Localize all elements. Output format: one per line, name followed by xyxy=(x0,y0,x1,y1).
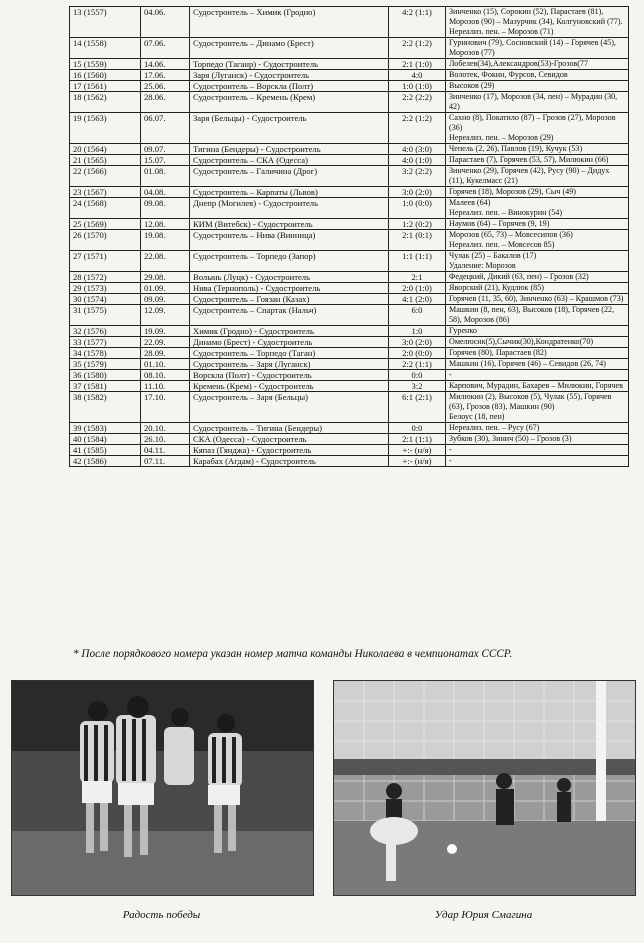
match-score-cell: 4:0 xyxy=(389,70,446,81)
match-date-cell: 07.06. xyxy=(141,38,190,59)
match-teams-cell: СКА (Одесса) - Судостроитель xyxy=(190,434,389,445)
photo-victory-celebration-caption: Радость победы xyxy=(122,909,201,921)
match-goals-cell: Карпович, Мурадин, Бахарев – Милюкин, Горячев xyxy=(446,381,629,392)
match-score-cell: 1:0 (1:0) xyxy=(389,81,446,92)
table-row xyxy=(70,70,629,81)
match-goals-cell: - xyxy=(446,456,629,467)
match-teams-cell: Нива (Тернополь) - Судостроитель xyxy=(190,283,389,294)
match-teams-cell: Тигина (Бендеры) - Судостроитель xyxy=(190,144,389,155)
match-goals-cell: Гуренко xyxy=(446,326,629,337)
match-number-cell: 13 (1557) xyxy=(70,7,141,38)
match-date-cell: 09.09. xyxy=(141,294,190,305)
match-score-cell: 4:1 (2:0) xyxy=(389,294,446,305)
table-row xyxy=(70,219,629,230)
match-teams-cell: Судостроитель – СКА (Одесса) xyxy=(190,155,389,166)
table-row xyxy=(70,348,629,359)
match-score-cell: 1:0 xyxy=(389,326,446,337)
table-row xyxy=(70,272,629,283)
match-teams-cell: Торпедо (Таганр) - Судостроитель xyxy=(190,59,389,70)
table-row xyxy=(70,283,629,294)
match-goals-cell: Милюкин (2), Высоков (5), Чулак (55), Горячев (63), Грозов (83), Машкин (90) Белоус (18, пен) xyxy=(446,392,629,423)
match-goals-cell: Морозов (65, 73) – Мовсесипов (36) Нереализ. пен. – Мовсесов 85) xyxy=(446,230,629,251)
match-score-cell: 6:1 (2:1) xyxy=(389,392,446,423)
match-number-cell: 33 (1577) xyxy=(70,337,141,348)
match-goals-cell: Высоков (29) xyxy=(446,81,629,92)
match-goals-cell: - xyxy=(446,445,629,456)
match-date-cell: 09.07. xyxy=(141,144,190,155)
match-score-cell: 1:1 (1:1) xyxy=(389,251,446,272)
match-goals-cell: Омелюсик(5),Сычик(30),Кондратенко(70) xyxy=(446,337,629,348)
match-teams-cell: Судостроитель – Карпаты (Львов) xyxy=(190,187,389,198)
table-row xyxy=(70,187,629,198)
match-date-cell: 17.06. xyxy=(141,70,190,81)
match-teams-cell: Ворскла (Полт) - Судостроитель xyxy=(190,370,389,381)
match-date-cell: 12.08. xyxy=(141,219,190,230)
match-score-cell: +:- (н/я) xyxy=(389,456,446,467)
table-row xyxy=(70,359,629,370)
match-number-cell: 27 (1571) xyxy=(70,251,141,272)
match-goals-cell: Чулак (25) – Бакалов (17) Удаление: Морозов xyxy=(446,251,629,272)
match-teams-cell: Заря (Бельцы) - Судостроитель xyxy=(190,113,389,144)
photo-smagin-shot-image xyxy=(334,681,635,895)
footnote: * После порядкового номера указан номер матча команды Николаева в чемпионатах СССР. xyxy=(73,648,513,660)
matches-table xyxy=(69,6,629,467)
match-teams-cell: Судостроитель – Тигина (Бендеры) xyxy=(190,423,389,434)
match-goals-cell: Горячев (18), Морозов (29), Сыч (49) xyxy=(446,187,629,198)
match-date-cell: 08.10. xyxy=(141,370,190,381)
match-number-cell: 37 (1581) xyxy=(70,381,141,392)
table-row xyxy=(70,59,629,70)
table-row xyxy=(70,81,629,92)
match-date-cell: 22.08. xyxy=(141,251,190,272)
match-date-cell: 25.06. xyxy=(141,81,190,92)
match-number-cell: 31 (1575) xyxy=(70,305,141,326)
match-goals-cell: Яворский (21), Кудлюк (85) xyxy=(446,283,629,294)
match-number-cell: 26 (1570) xyxy=(70,230,141,251)
match-teams-cell: Динамо (Брест) - Судостроитель xyxy=(190,337,389,348)
match-teams-cell: Судостроитель – Ворскла (Полт) xyxy=(190,81,389,92)
match-date-cell: 01.09. xyxy=(141,283,190,294)
table-row xyxy=(70,305,629,326)
match-goals-cell: Федецкий, Дикий (63, пен) – Грозов (32) xyxy=(446,272,629,283)
match-date-cell: 04.11. xyxy=(141,445,190,456)
table-row xyxy=(70,445,629,456)
match-score-cell: 2:2 (1:2) xyxy=(389,113,446,144)
match-goals-cell: Машкин (8, пен, 63), Высоков (18), Горячев (22, 58), Морозов (86) xyxy=(446,305,629,326)
match-date-cell: 04.08. xyxy=(141,187,190,198)
match-score-cell: 1:2 (0:2) xyxy=(389,219,446,230)
match-goals-cell: Волотек, Фокин, Фурсов, Севидов xyxy=(446,70,629,81)
match-score-cell: 4:0 (3:0) xyxy=(389,144,446,155)
match-date-cell: 01.08. xyxy=(141,166,190,187)
match-teams-cell: Судостроитель – Нива (Винница) xyxy=(190,230,389,251)
match-number-cell: 38 (1582) xyxy=(70,392,141,423)
match-date-cell: 11.10. xyxy=(141,381,190,392)
match-date-cell: 19.09. xyxy=(141,326,190,337)
table-row xyxy=(70,166,629,187)
match-goals-cell: Гуринович (79), Сосновский (14) – Горячев (45), Морозов (77) xyxy=(446,38,629,59)
match-date-cell: 09.08. xyxy=(141,198,190,219)
match-goals-cell: Лобелев(34),Александров(53)-Грозов(77 xyxy=(446,59,629,70)
match-number-cell: 34 (1578) xyxy=(70,348,141,359)
table-row xyxy=(70,251,629,272)
match-number-cell: 21 (1565) xyxy=(70,155,141,166)
match-number-cell: 23 (1567) xyxy=(70,187,141,198)
table-row xyxy=(70,326,629,337)
match-teams-cell: Судостроитель – Галичина (Дрог) xyxy=(190,166,389,187)
photo-smagin-shot xyxy=(333,680,636,896)
match-goals-cell: Чепель (2, 26), Павлов (19), Кучук (53) xyxy=(446,144,629,155)
match-date-cell: 28.09. xyxy=(141,348,190,359)
match-score-cell: 4:0 (1:0) xyxy=(389,155,446,166)
match-number-cell: 35 (1579) xyxy=(70,359,141,370)
match-date-cell: 20.10. xyxy=(141,423,190,434)
match-score-cell: 1:0 (0:0) xyxy=(389,198,446,219)
photo-smagin-shot-caption: Удар Юрия Смагина xyxy=(434,909,533,921)
match-date-cell: 28.06. xyxy=(141,92,190,113)
photo-victory-celebration-image xyxy=(12,681,313,895)
table-row xyxy=(70,423,629,434)
match-teams-cell: Судостроитель – Динамо (Брест) xyxy=(190,38,389,59)
match-date-cell: 07.11. xyxy=(141,456,190,467)
match-date-cell: 12.09. xyxy=(141,305,190,326)
match-score-cell: 2:1 (1:0) xyxy=(389,59,446,70)
match-teams-cell: Химик (Гродно) - Судостроитель xyxy=(190,326,389,337)
match-score-cell: 3:2 xyxy=(389,381,446,392)
table-row xyxy=(70,370,629,381)
table-row xyxy=(70,92,629,113)
match-goals-cell: Малеев (64) Нереализ. пен. – Винокурин (54) xyxy=(446,198,629,219)
match-number-cell: 32 (1576) xyxy=(70,326,141,337)
match-date-cell: 14.06. xyxy=(141,59,190,70)
table-row xyxy=(70,456,629,467)
match-teams-cell: Кремень (Крем) - Судостроитель xyxy=(190,381,389,392)
match-goals-cell: Зинченко (17), Морозов (34, пен) – Мурадин (30, 42) xyxy=(446,92,629,113)
match-score-cell: 3:2 (2:2) xyxy=(389,166,446,187)
match-goals-cell: Парастаев (7), Горячев (53, 57), Милюкин (66) xyxy=(446,155,629,166)
match-teams-cell: Судостроитель – Гоязан (Казах) xyxy=(190,294,389,305)
match-goals-cell: Машкин (16), Горячев (46) – Севидов (26, 74) xyxy=(446,359,629,370)
match-date-cell: 06.07. xyxy=(141,113,190,144)
match-teams-cell: Днепр (Могилев) - Судостроитель xyxy=(190,198,389,219)
match-teams-cell: Судостроитель – Заря (Бельцы) xyxy=(190,392,389,423)
match-teams-cell: КИМ (Витебск) - Судостроитель xyxy=(190,219,389,230)
match-teams-cell: Кяпаз (Гянджа) - Судостроитель xyxy=(190,445,389,456)
match-number-cell: 29 (1573) xyxy=(70,283,141,294)
match-score-cell: 4:2 (1:1) xyxy=(389,7,446,38)
table-row xyxy=(70,7,629,38)
match-score-cell: 0:0 xyxy=(389,370,446,381)
match-number-cell: 19 (1563) xyxy=(70,113,141,144)
match-number-cell: 15 (1559) xyxy=(70,59,141,70)
match-goals-cell: Горячев (11, 35, 60), Зинченко (63) – Крашмов (73) xyxy=(446,294,629,305)
table-row xyxy=(70,381,629,392)
match-date-cell: 22.09. xyxy=(141,337,190,348)
match-number-cell: 28 (1572) xyxy=(70,272,141,283)
match-teams-cell: Карабах (Агдам) - Судостроитель xyxy=(190,456,389,467)
match-number-cell: 18 (1562) xyxy=(70,92,141,113)
photo-victory-celebration xyxy=(11,680,314,896)
match-number-cell: 30 (1574) xyxy=(70,294,141,305)
match-teams-cell: Судостроитель – Заря (Луганск) xyxy=(190,359,389,370)
match-date-cell: 29.08. xyxy=(141,272,190,283)
match-date-cell: 04.06. xyxy=(141,7,190,38)
matches-table-body xyxy=(70,7,629,467)
match-score-cell: 2:1 (1:1) xyxy=(389,434,446,445)
match-score-cell: 2:0 (0:0) xyxy=(389,348,446,359)
match-number-cell: 14 (1558) xyxy=(70,38,141,59)
match-teams-cell: Судостроитель – Кремень (Крем) xyxy=(190,92,389,113)
table-row xyxy=(70,144,629,155)
match-date-cell: 17.10. xyxy=(141,392,190,423)
match-teams-cell: Судостроитель – Торпедо (Запор) xyxy=(190,251,389,272)
match-goals-cell: Горячев (80), Парастаев (82) xyxy=(446,348,629,359)
match-number-cell: 17 (1561) xyxy=(70,81,141,92)
match-teams-cell: Волынь (Луцк) - Судостроитель xyxy=(190,272,389,283)
match-goals-cell: Наумов (64) – Горячев (9, 19) xyxy=(446,219,629,230)
table-row xyxy=(70,155,629,166)
match-date-cell: 15.07. xyxy=(141,155,190,166)
match-number-cell: 40 (1584) xyxy=(70,434,141,445)
match-number-cell: 22 (1566) xyxy=(70,166,141,187)
match-teams-cell: Заря (Луганск) - Судостроитель xyxy=(190,70,389,81)
match-teams-cell: Судостроитель – Торпедо (Таган) xyxy=(190,348,389,359)
match-score-cell: 2:0 (1:0) xyxy=(389,283,446,294)
match-score-cell: +:- (н/я) xyxy=(389,445,446,456)
table-row xyxy=(70,392,629,423)
match-number-cell: 16 (1560) xyxy=(70,70,141,81)
match-date-cell: 26.10. xyxy=(141,434,190,445)
match-date-cell: 19.08. xyxy=(141,230,190,251)
match-number-cell: 20 (1564) xyxy=(70,144,141,155)
match-number-cell: 42 (1586) xyxy=(70,456,141,467)
match-goals-cell: Зинченко (29), Горячев (42), Русу (90) – Дидух (11), Кукелмасс (21) xyxy=(446,166,629,187)
match-score-cell: 2:2 (2:2) xyxy=(389,92,446,113)
match-score-cell: 2:1 (0:1) xyxy=(389,230,446,251)
match-teams-cell: Судостроитель – Спартак (Нальч) xyxy=(190,305,389,326)
table-row xyxy=(70,113,629,144)
match-score-cell: 6:0 xyxy=(389,305,446,326)
match-goals-cell: Зубков (30), Зинич (50) – Грозов (3) xyxy=(446,434,629,445)
match-number-cell: 24 (1568) xyxy=(70,198,141,219)
match-number-cell: 36 (1580) xyxy=(70,370,141,381)
match-score-cell: 2:2 (1:2) xyxy=(389,38,446,59)
match-score-cell: 2:1 xyxy=(389,272,446,283)
match-teams-cell: Судостроитель – Химик (Гродно) xyxy=(190,7,389,38)
table-row xyxy=(70,294,629,305)
match-score-cell: 3:0 (2:0) xyxy=(389,187,446,198)
match-date-cell: 01.10. xyxy=(141,359,190,370)
table-row xyxy=(70,230,629,251)
match-goals-cell: Нереализ. пен. – Русу (67) xyxy=(446,423,629,434)
match-score-cell: 2:2 (1:1) xyxy=(389,359,446,370)
table-row xyxy=(70,38,629,59)
match-score-cell: 0:0 xyxy=(389,423,446,434)
table-row xyxy=(70,434,629,445)
match-number-cell: 41 (1585) xyxy=(70,445,141,456)
match-goals-cell: - xyxy=(446,370,629,381)
match-score-cell: 3:0 (2:0) xyxy=(389,337,446,348)
match-number-cell: 25 (1569) xyxy=(70,219,141,230)
match-goals-cell: Сахно (8), Покатило (87) – Грозов (27), Морозов (36) Нереализ. пен. – Морозов (29) xyxy=(446,113,629,144)
table-row xyxy=(70,337,629,348)
table-row xyxy=(70,198,629,219)
match-number-cell: 39 (1583) xyxy=(70,423,141,434)
match-goals-cell: Зинченко (15), Сорокин (52), Парастаев (81), Морозов (90) – Мазурчик (34), Колгуновский (77). Нереализ. пен. – Морозов (71) xyxy=(446,7,629,38)
